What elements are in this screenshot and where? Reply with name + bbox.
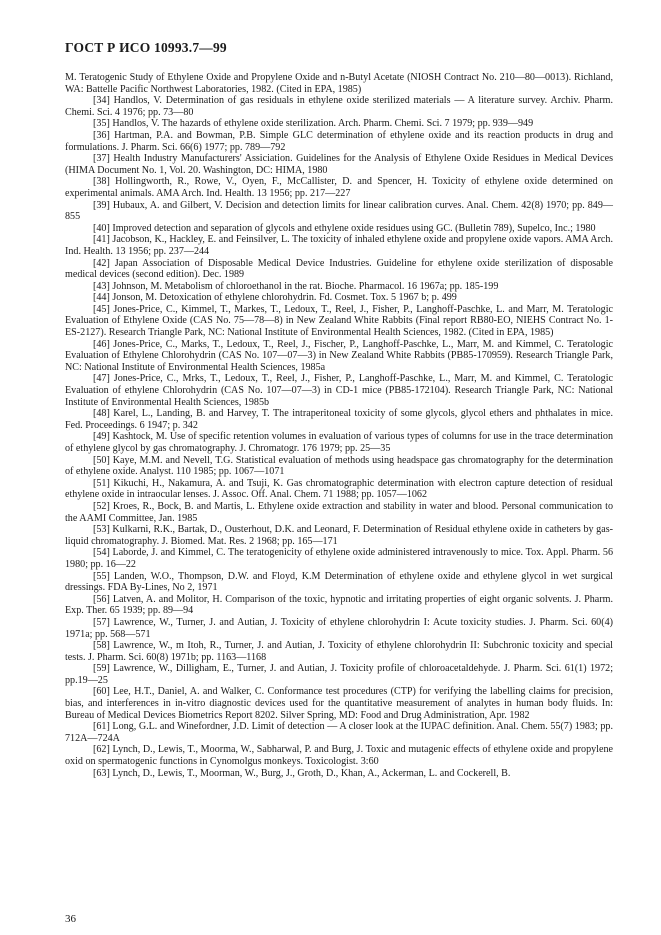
- reference-entry: [45] Jones-Price, C., Kimmel, T., Markes, T., Ledoux, T., Reel, J., Fisher, P., Langhoff-Paschke, L. and Marr, M. Teratologic Evaluation of Ethylene Oxide (CAS No. 75—78—8) in New Zealand White Rabbits (Final report RB80-EO, NIEHS Contract No. 1-ES-2127). Research Triangle Park, NC: National Institute of Environmental Health Sciences, 1982. (Cited in EPA, 1985): [65, 303, 613, 339]
- reference-entry: [46] Jones-Price, C., Marks, T., Ledoux, T., Reel, J., Fischer, P., Langhoff-Paschke, L., Marr, M. and Kimmel, C. Teratologic Evaluation of Ethylene Chlorohydrin (CAS No. 107—07—3) in New Zealand White Rabbits (PB85-170959). Research Triangle Park, NC: National Institute of Environmental Health Sciences, 1985a: [65, 338, 613, 373]
- reference-entry: [44] Jonson, M. Detoxication of ethylene chlorohydrin. Fd. Cosmet. Tox. 5 1967 b; p. 499: [93, 292, 457, 304]
- reference-entry: [53] Kulkarni, R.K., Bartak, D., Ousterhout, D.K. and Leonard, F. Determination of Residual ethylene oxide in catheters by gas-liquid chromatography. J. Biomed. Mat. Res. 2 1968; pp. 165—171: [65, 524, 613, 547]
- reference-entry: [42] Japan Association of Disposable Medical Device Industries. Guideline for ethylene oxide sterilization of disposable medical devices (second edition). Dec. 1989: [65, 257, 613, 281]
- reference-entry: [38] Hollingworth, R., Rowe, V., Oyen, F., McCallister, D. and Spencer, H. Toxicity of ethylene oxide determined on experimental animals. AMA Arch. Ind. Health. 13 1956; pp. 217—227: [65, 176, 613, 199]
- reference-entry: [36] Hartman, P.A. and Bowman, P.B. Simple GLC determination of ethylene oxide and its reaction products in drug and formulations. J. Pharm. Sci. 66(6) 1977; pp. 789—792: [65, 129, 613, 153]
- reference-entry: [57] Lawrence, W., Turner, J. and Autian, J. Toxicity of ethylene chlorohydrin I: Acute toxicity studies. J. Pharm. Sci. 60(4) 1971a; pp. 568—571: [65, 616, 613, 640]
- page-number: 36: [65, 913, 76, 925]
- reference-entry: [56] Latven, A. and Molitor, H. Comparison of the toxic, hypnotic and irritating properties of eight organic solvents. J. Pharm. Exp. Ther. 65 1939; pp. 89—94: [65, 593, 613, 617]
- reference-entry: [37] Health Industry Manufacturers' Assiciation. Guidelines for the Analysis of Ethylene Oxide Residues in Medical Devices (HIMA Document No. 1, Vol. 20. Washington, DC: HIMA, 1980: [65, 153, 613, 176]
- reference-entry: [55] Landen, W.O., Thompson, D.W. and Floyd, K.M Determination of ethylene oxide and ethylene glycol in wet surgical dressings. FDA By-Lines, No 2, 1971: [65, 570, 613, 594]
- reference-entry: [41] Jacobson, K., Hackley, E. and Feinsilver, L. The toxicity of inhaled ethylene oxide and propylene oxide vapors. AMA Arch. Ind. Health. 13 1956; pp. 237—244: [65, 234, 613, 257]
- reference-entry: [48] Karel, L., Landing, B. and Harvey, T. The intraperitoneal toxicity of some glycols, glycol ethers and phthalates in mice. Fed. Proceedings. 6 1947; p. 342: [65, 408, 613, 431]
- reference-entry: [47] Jones-Price, C., Mrks, T., Ledoux, T., Reel, J., Fisher, P., Langhoff-Paschke, L., Marr, M. and Kimmel, C. Teratologic Evaluation of ethylene Chlorohydrin (CAS No. 107—07—3) in CD-1 mice (PB85-172104). Research Triangle Park, NC: National Institute of Environmental Health Sciences, 1985b: [65, 373, 613, 408]
- reference-entry: [51] Kikuchi, H., Nakamura, A. and Tsuji, K. Gas chromatographic determination with electron capture detection of residual ethylene oxide in intraocular lenses. J. Assoc. Off. Anal. Chem. 71 1988; pp. 1057—1062: [65, 477, 613, 501]
- reference-entry: [34] Handlos, V. Determination of gas residuals in ethylene oxide sterilized materials — A literature survey. Archiv. Pharm. Chemi. Sci. 4 1976; pp. 73—80: [65, 95, 613, 118]
- reference-entry: [59] Lawrence, W., Dilligham, E., Turner, J. and Autian, J. Toxicity profile of chloroacetaldehyde. J. Pharm. Sci. 61(1) 1972; pp.19—25: [65, 663, 613, 686]
- reference-entry: [43] Johnson, M. Metabolism of chloroethanol in the rat. Bioche. Pharmacol. 16 1967a; pp. 185-199: [93, 280, 499, 292]
- reference-entry: [61] Long, G.L. and Winefordner, J.D. Limit of detection — A closer look at the IUPAC definition. Anal. Chem. 55(7) 1983; pp. 712A—724A: [65, 721, 613, 744]
- reference-entry: [40] Improved detection and separation of glycols and ethylene oxide residues using GC. (Bulletin 789), Supelco, Inc.; 1980: [93, 222, 596, 234]
- reference-entry: [39] Hubaux, A. and Gilbert, V. Decision and detection limits for linear calibration curves. Anal. Chem. 42(8) 1970; pp. 849—855: [65, 199, 613, 223]
- reference-entry: [35] Handlos, V. The hazards of ethylene oxide sterilization. Arch. Pharm. Chemi. Sci. 7 1979; pp. 939—949: [93, 118, 534, 130]
- reference-entry: [60] Lee, H.T., Daniel, A. and Walker, C. Conformance test procedures (CTP) for verifying the labelling claims for precision, bias, and interferences in in-vitro diagnostic devices used for the quantitative measurement of analytes in human body fluids. In: Bureau of Medical Devices Biometrics Report 8202. Silver Spring, MD: Food and Drug Administration, Apr. 1982: [65, 686, 613, 721]
- reference-entry: [49] Kashtock, M. Use of specific retention volumes in evaluation of various types of columns for use in the trace determination of ethylene glycol by gas chromatography. J. Chromatogr. 176 1979; pp. 25—35: [65, 431, 613, 454]
- reference-continuation: M. Teratogenic Study of Ethylene Oxide and Propylene Oxide and n-Butyl Acetate (NIOSH Contract No. 210—80—0013). Richland, WA: Battelle Pacific Northwest Laboratories, 1982. (Cited in EPA, 1985): [65, 72, 613, 95]
- references-body: [65, 72, 613, 779]
- reference-entry: [63] Lynch, D., Lewis, T., Moorman, W., Burg, J., Groth, D., Khan, A., Ackerman, L. and Cockerell, B.: [93, 767, 511, 779]
- reference-entry: [58] Lawrence, W., m Itoh, R., Turner, J. and Autian, J. Toxicity of ethylene chlorohydrin II: Subchronic toxicity and special tests. J. Pharm. Sci. 60(8) 1971b; pp. 1163—1168: [65, 640, 613, 663]
- reference-entry: [62] Lynch, D., Lewis, T., Moorma, W., Sabharwal, P. and Burg, J. Toxic and mutagenic effects of ethylene oxide and propylene oxid on spermatogenic functions in Cynomolgus monkeys. Toxicologist. 3:60: [65, 744, 613, 768]
- page-header: ГОСТ Р ИСО 10993.7—99: [65, 40, 227, 55]
- reference-entry: [52] Kroes, R., Bock, B. and Martis, L. Ethylene oxide extraction and stability in water and blood. Personal communication to the AAMI Committee, Jan. 1985: [65, 500, 613, 524]
- reference-entry: [50] Kaye, M.M. and Nevell, T.G. Statistical evaluation of methods using headspace gas chromatography for the determination of ethylene oxide. Analyst. 110 1985; pp. 1067—1071: [65, 454, 613, 478]
- reference-entry: [54] Laborde, J. and Kimmel, C. The teratogenicity of ethylene oxide administered intravenously to mice. Tox. Appl. Pharm. 56 1980; pp. 16—22: [65, 547, 613, 570]
